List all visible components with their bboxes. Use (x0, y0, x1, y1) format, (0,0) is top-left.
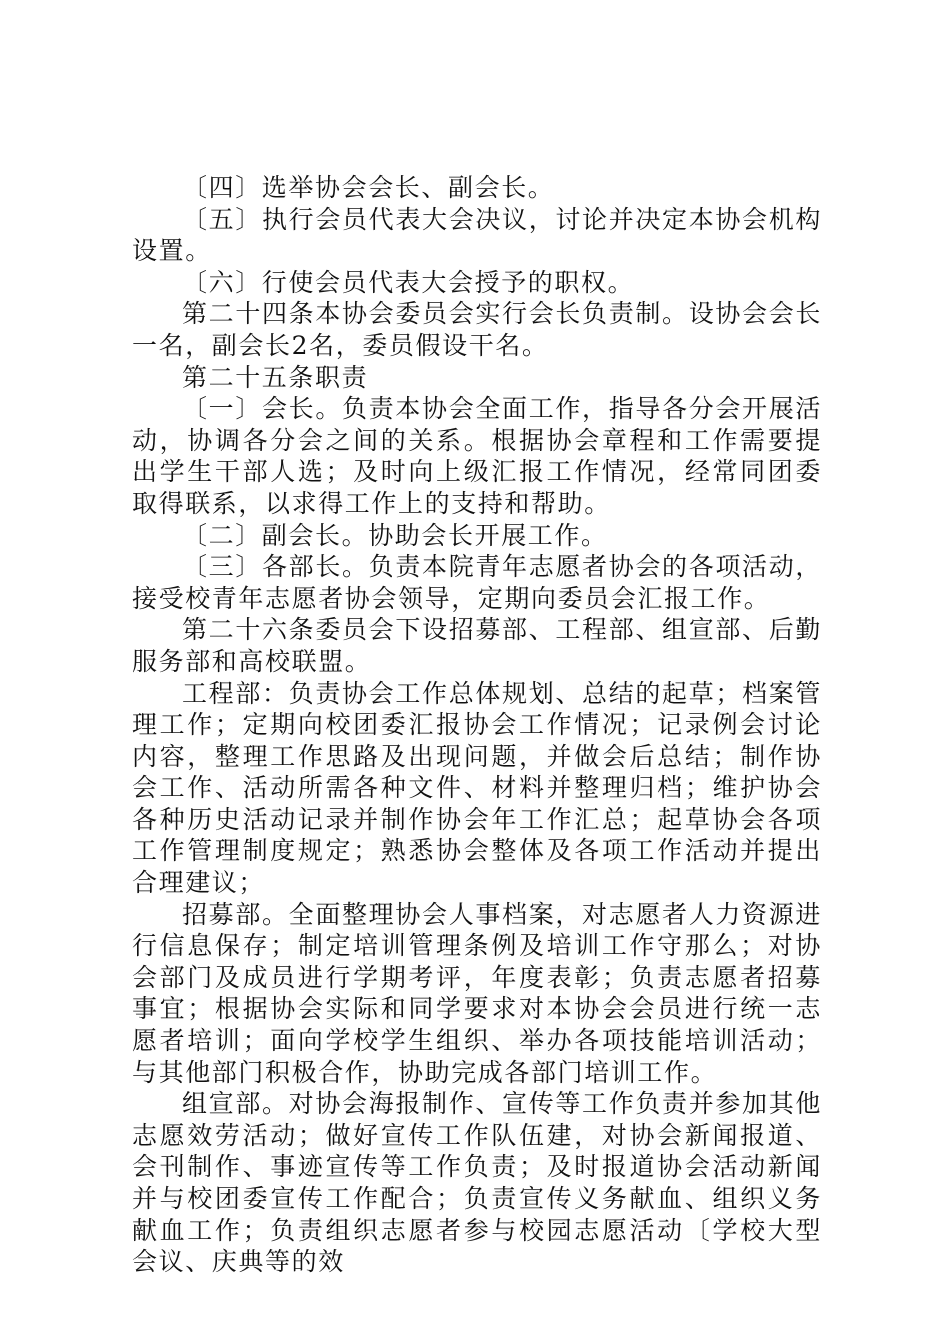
paragraph-article-25: 第二十五条职责 (182, 362, 369, 392)
paragraph-article-26: 第二十六条委员会下设招募部、工程部、组宣部、后勤服务部和高校联盟。 (132, 615, 822, 676)
paragraph-ministers: 〔三〕各部长。负责本院青年志愿者协会的各项活动，接受校青年志愿者协会领导，定期向委员会汇报工作。 (132, 552, 822, 613)
paragraph-recruitment-dept: 招募部。全面整理协会人事档案，对志愿者人力资源进行信息保存；制定培训管理条例及培训工作守那么；对协会部门及成员进行学期考评，年度表彰；负责志愿者招募事宜；根据协会实际和同学要求对本协会会员进行统一志愿者培训；面向学校学生组织、举办各项技能培训活动；与其他部门积极合作，协助完成各部门培训工作。 (132, 899, 822, 1087)
paragraph-vice-president: 〔二〕副会长。协助会长开展工作。 (182, 520, 608, 550)
paragraph-item-5: 〔五〕执行会员代表大会决议，讨论并决定本协会机构设置。 (132, 204, 822, 266)
paragraph-publicity-dept: 组宣部。对协会海报制作、宣传等工作负责并参加其他志愿效劳活动；做好宣传工作队伍建，对协会新闻报道、会刊制作、事迹宣传等工作负责；及时报道协会活动新闻并与校团委宣传工作配合；负责宣传义务献血、组织义务献血工作；负责组织志愿者参与校园志愿活动〔学校大型会议、庆典等的效 (132, 1089, 822, 1277)
paragraph-article-24: 第二十四条本协会委员会实行会长负责制。设协会会长一名，副会长2名，委员假设干名。 (132, 299, 822, 360)
paragraph-item-4: 〔四〕选举协会会长、副会长。 (182, 173, 555, 202)
document-body (132, 172, 822, 1278)
paragraph-president: 〔一〕会长。负责本协会全面工作，指导各分会开展活动，协调各分会之间的关系。根据协会章程和工作需要提出学生干部人选；及时向上级汇报工作情况，经常同团委取得联系，以求得工作上的支持和帮助。 (132, 394, 822, 518)
paragraph-engineering-dept: 工程部：负责协会工作总体规划、总结的起草；档案管理工作；定期向校团委汇报协会工作情况；记录例会讨论内容，整理工作思路及出现问题，并做会后总结；制作协会工作、活动所需各种文件、材料并整理归档；维护协会各种历史活动记录并制作协会年工作汇总；起草协会各项工作管理制度规定；熟悉协会整体及各项工作活动并提出合理建议； (132, 678, 822, 898)
paragraph-item-6: 〔六〕行使会员代表大会授予的职权。 (182, 267, 635, 297)
